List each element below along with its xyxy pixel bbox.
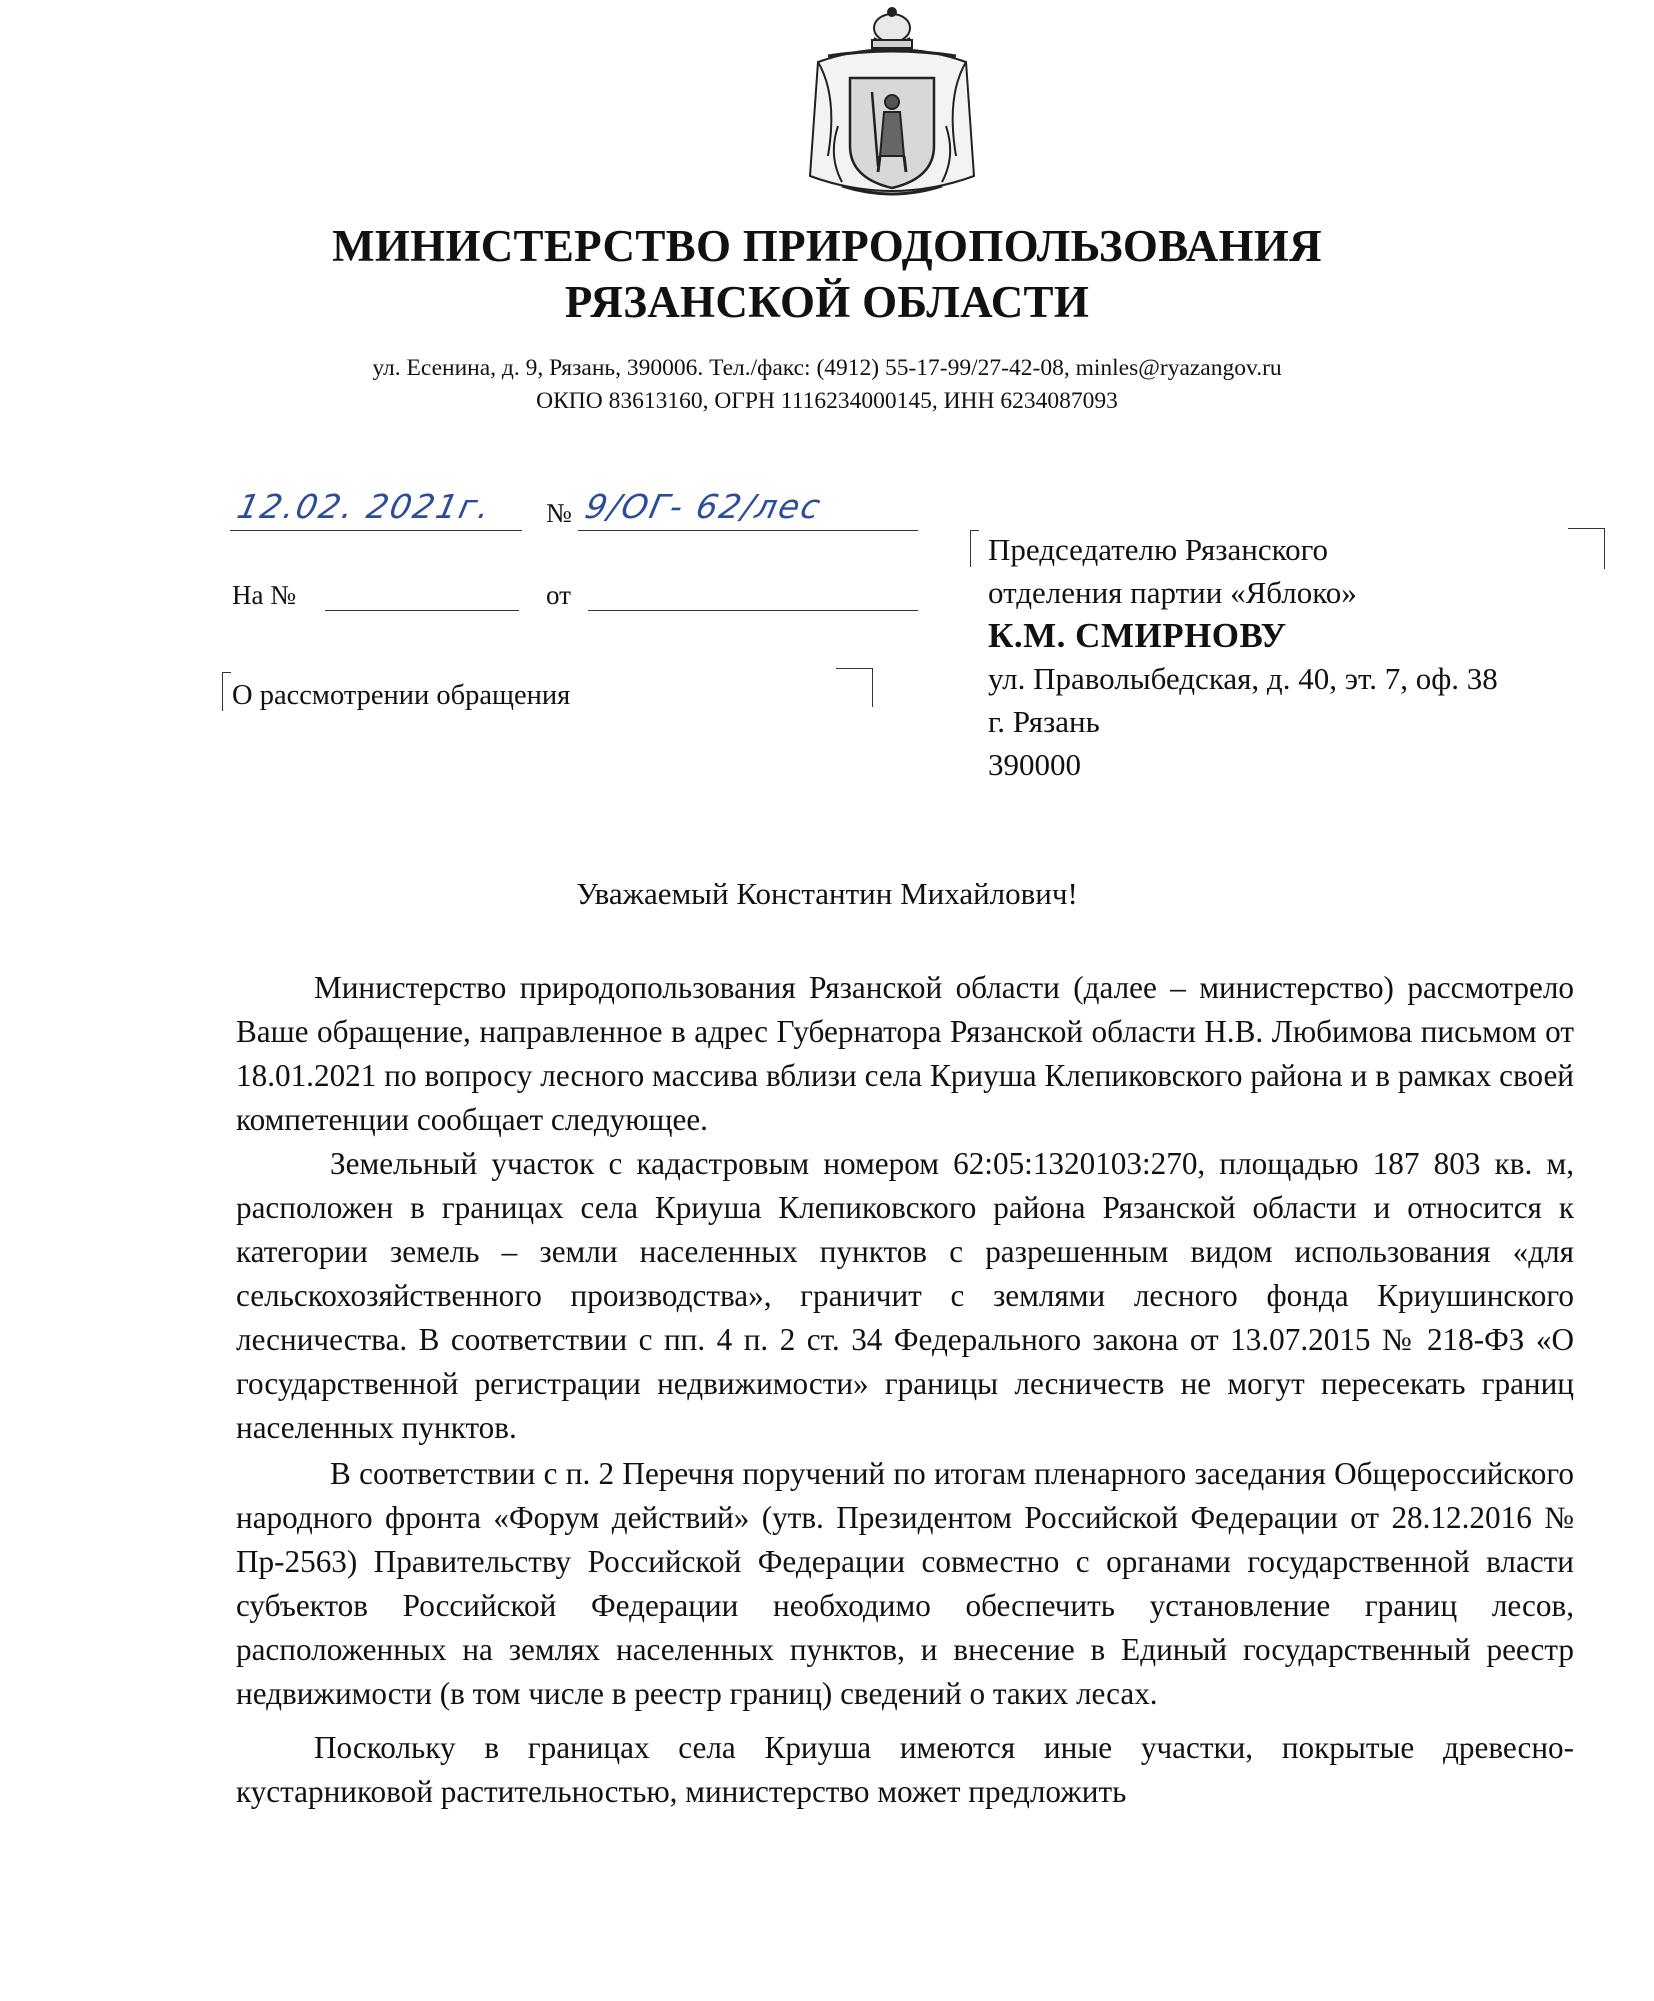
from-label: от	[546, 580, 571, 610]
number-sign: №	[546, 498, 572, 528]
org-name-line2: РЯЗАНСКОЙ ОБЛАСТИ	[564, 277, 1090, 327]
registration-date-field	[230, 484, 522, 531]
addressee-block	[988, 528, 1498, 786]
addressee-bracket-left	[970, 530, 979, 567]
letter-body	[236, 966, 1574, 1814]
subject-bracket-left	[222, 672, 231, 711]
body-paragraph-3: В соответствии с п. 2 Перечня поручений по итогам пленарного заседания Общероссийского народного фронта «Форум действий» (утв. Президентом Российской Федерации от 28.12.2016 № Пр-2563) Правительству Российской Федерации совместно с органами государственной власти субъектов Российской Федерации необходимо обеспечить установление границ лесов, расположенных на землях населенных пунктов, и внесение в Единый государственный реестр недвижимости (в том числе в реестр границ) сведений о таких лесах.	[236, 1456, 1574, 1711]
body-paragraph-4: Поскольку в границах села Криуша имеются иные участки, покрытые древесно-кустарниковой растительностью, министерство может предложить	[236, 1730, 1574, 1809]
addressee-position-line2: отделения партии «Яблоко»	[988, 575, 1357, 610]
body-paragraph-2: Земельный участок с кадастровым номером 62:05:1320103:270, площадью 187 803 кв. м, расположен в границах села Криуша Клепиковского района Рязанской области и относится к категории земель – земли населенных пунктов с разрешенным видом использования «для сельскохозяйственного производства», граничит с землями лесного фонда Криушинского лесничества. В соответствии с пп. 4 п. 2 ст. 34 Федерального закона от 13.07.2015 № 218-ФЗ «О государственной регистрации недвижимости» границы лесничеств не могут пересекать границ населенных пунктов.	[236, 1146, 1574, 1445]
contacts-line1: ул. Есенина, д. 9, Рязань, 390006. Тел./факс: (4912) 55-17-99/27-42-08, minles@ryazangov.ru	[372, 355, 1282, 381]
contacts-line2: ОКПО 83613160, ОГРН 1116234000145, ИНН 6234087093	[536, 388, 1118, 414]
body-paragraph-1: Министерство природопользования Рязанской области (далее – министерство) рассмотрело Ваше обращение, направленное в адрес Губернатора Рязанской области Н.В. Любимова письмом от 18.01.2021 по вопросу лесного массива вблизи села Криуша Клепиковского района и в рамках своей компетенции сообщает следующее.	[236, 970, 1574, 1137]
reply-to-blank-line	[325, 610, 519, 611]
addressee-name: К.М. СМИРНОВУ	[988, 616, 1287, 655]
addressee-postcode: 390000	[988, 747, 1081, 782]
registration-number: 9/ОГ- 62/лес	[581, 487, 826, 526]
org-name-line1: МИНИСТЕРСТВО ПРИРОДОПОЛЬЗОВАНИЯ	[332, 221, 1322, 271]
addressee-street: ул. Праволыбедская, д. 40, эт. 7, оф. 38	[988, 661, 1498, 696]
coat-of-arms-emblem	[798, 6, 986, 210]
from-blank-line	[588, 610, 918, 611]
subject-bracket-right	[836, 668, 873, 707]
addressee-bracket-right	[1568, 528, 1605, 569]
salutation: Уважаемый Константин Михайлович!	[576, 876, 1078, 911]
registration-number-field	[578, 484, 918, 531]
organization-title	[0, 218, 1654, 330]
addressee-city: г. Рязань	[988, 704, 1100, 739]
registration-date: 12.02. 2021г.	[233, 487, 496, 526]
addressee-position-line1: Председателю Рязанского	[988, 532, 1329, 567]
reply-to-label: На №	[232, 580, 296, 610]
letter-subject: О рассмотрении обращения	[232, 680, 571, 711]
organization-contacts	[0, 352, 1654, 418]
